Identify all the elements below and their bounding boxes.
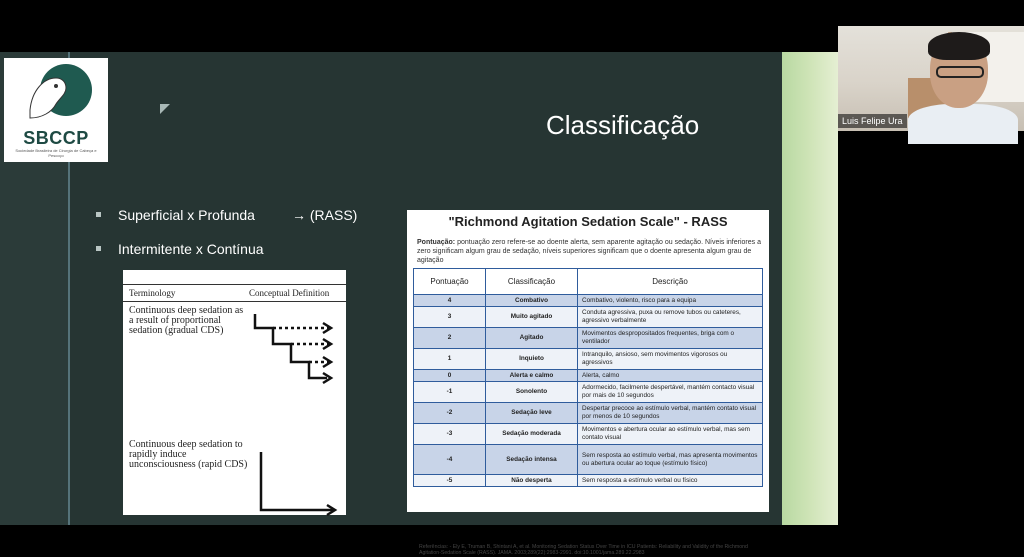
rass-reference: Referências: - Ely E, Truman B, Shintani A, et al. Monitoring Sedation Status Over Time in ICU Patients: Reliability and Validity of the Richmond Agitation-Sedation Scale (RASS). JAMA. 2003;289(22):2983-2991. doi:10.1001/jama.289.22.2983 — [419, 544, 748, 557]
header-definition: Conceptual Definition — [249, 288, 330, 298]
cell-score: 3 — [414, 307, 486, 328]
cell-score: -1 — [414, 382, 486, 403]
cell-class: Muito agitado — [486, 307, 578, 328]
gradual-steps — [255, 314, 331, 383]
cell-desc: Adormecido, facilmente despertável, mantém contacto visual por mais de 10 segundos — [578, 382, 763, 403]
figure-row-rapid: Continuous deep sedation to rapidly induce unconsciousness (rapid CDS) — [129, 439, 248, 470]
bullet-text: Superficial x Profunda — [118, 207, 255, 223]
cell-desc: Movimentos despropositados frequentes, briga com o ventilador — [578, 328, 763, 349]
rass-table-figure — [407, 210, 769, 557]
cell-class: Alerta e calmo — [486, 370, 578, 382]
cell-desc: Sem resposta ao estímulo verbal, mas apresenta movimentos ou abertura ocular ao toque (estímulo físico) — [578, 445, 763, 475]
logo-subtitle: Sociedade Brasileira de Cirurgia de Cabeça e Pescoço — [15, 148, 97, 158]
table-row — [414, 370, 763, 382]
cell-desc: Despertar precoce ao estímulo verbal, mantém contato visual por menos de 10 segundos — [578, 403, 763, 424]
col-header-score: Pontuação — [414, 269, 486, 295]
table-row — [414, 403, 763, 424]
slide-title: Classificação — [546, 110, 700, 140]
cell-score: -4 — [414, 445, 486, 475]
figure-header-row — [123, 284, 346, 302]
shared-slide — [0, 52, 838, 557]
bullet-suffix: → (RASS) — [292, 207, 358, 223]
bullet-square-icon — [96, 246, 101, 251]
slide-decorative-strip — [782, 52, 838, 525]
col-header-class: Classificação — [486, 269, 578, 295]
table-row — [414, 424, 763, 445]
participant-shirt — [908, 104, 1018, 144]
cell-desc: Intranquilo, ansioso, sem movimentos vigorosos ou agressivos — [578, 349, 763, 370]
cell-class: Sedação leve — [486, 403, 578, 424]
cell-desc: Movimentos e abertura ocular ao estímulo verbal, mas sem contato visual — [578, 424, 763, 445]
cell-desc: Alerta, calmo — [578, 370, 763, 382]
cell-class: Agitado — [486, 328, 578, 349]
col-header-desc: Descrição — [578, 269, 763, 295]
table-row — [414, 295, 763, 307]
bullet-text: Intermitente x Contínua — [118, 241, 264, 257]
cell-desc: Sem resposta a estímulo verbal ou físico — [578, 475, 763, 487]
table-row — [414, 307, 763, 328]
table-header-row — [414, 269, 763, 295]
cell-score: 1 — [414, 349, 486, 370]
corner-triangle-icon — [160, 104, 170, 114]
logo-emblem-icon — [22, 60, 90, 126]
table-row — [414, 349, 763, 370]
cell-score: 2 — [414, 328, 486, 349]
participant-video-tile[interactable] — [838, 26, 1024, 131]
sedation-step-diagram — [243, 302, 343, 512]
cds-terminology-figure — [123, 270, 346, 515]
cell-desc: Combativo, violento, risco para a equipa — [578, 295, 763, 307]
table-row — [414, 445, 763, 475]
bullet-square-icon — [96, 212, 101, 217]
participant-name-label: Luis Felipe Ura — [838, 114, 907, 128]
cell-class: Combativo — [486, 295, 578, 307]
cell-score: -5 — [414, 475, 486, 487]
cell-score: -3 — [414, 424, 486, 445]
table-row — [414, 382, 763, 403]
logo-acronym: SBCCP — [23, 128, 89, 148]
rass-table — [413, 268, 763, 487]
header-terminology: Terminology — [129, 288, 176, 298]
table-row — [414, 475, 763, 487]
sbccp-logo — [4, 58, 108, 162]
cell-desc: Conduta agressiva, puxa ou remove tubos ou cateteres, agressivo verbalmente — [578, 307, 763, 328]
rapid-step — [261, 452, 335, 515]
cell-class: Não desperta — [486, 475, 578, 487]
participant-hair — [928, 32, 990, 60]
rass-description — [417, 238, 763, 265]
rass-desc-label: Pontuação: — [417, 239, 456, 246]
rass-desc-text: pontuação zero refere-se ao doente alerta, sem aparente agitação ou sedação. Níveis inferiores a zero significam algum grau de sedação, níveis superiores significam que o doente apresenta algum grau de agitação — [417, 239, 761, 264]
cell-class: Sedação intensa — [486, 445, 578, 475]
table-row — [414, 328, 763, 349]
figure-row-gradual: Continuous deep sedation as a result of proportional sedation (gradual CDS) — [129, 305, 244, 336]
cell-class: Sedação moderada — [486, 424, 578, 445]
cell-score: -2 — [414, 403, 486, 424]
cell-score: 0 — [414, 370, 486, 382]
cell-score: 4 — [414, 295, 486, 307]
rass-title: "Richmond Agitation Sedation Scale" - RASS — [448, 214, 728, 229]
participant-glasses — [936, 66, 984, 78]
cell-class: Sonolento — [486, 382, 578, 403]
cell-class: Inquieto — [486, 349, 578, 370]
